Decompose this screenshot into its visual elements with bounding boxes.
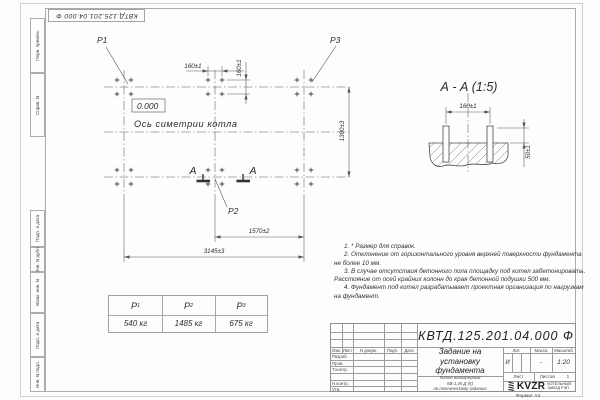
scale-header: Масштаб [554, 347, 573, 353]
load-table-value-cell: 540 кг [123, 319, 148, 328]
sig-label-tkontr: Т.контр. [332, 367, 348, 372]
product-line: по техническому заданию [433, 386, 487, 391]
title-block [330, 323, 576, 392]
brand-name: KVZR [516, 381, 546, 391]
grid-line [331, 339, 417, 340]
margin-label: Взам. инв. N [35, 279, 41, 306]
sig-label-blank [332, 374, 353, 380]
sheets-value: 1 [566, 374, 570, 379]
rev-col-podp: Подп. [386, 347, 399, 353]
cut-letter-right: А [249, 165, 257, 177]
sig-label-razrab: Разраб. [332, 354, 348, 359]
sheets-cell [534, 372, 575, 381]
rev-col-izm: Изм. [332, 347, 341, 353]
brand-subtitle [547, 382, 571, 391]
format-label: Формат А3 [515, 394, 541, 399]
rev-col-ndokum: N докум. [360, 347, 377, 353]
brand-sub-line: КОТЕЛЬНЫЙ [547, 381, 572, 386]
title-block-drawing-title [417, 347, 503, 376]
margin-label: Инв. N дубл. [35, 246, 40, 273]
label-p3: P3 [330, 35, 341, 45]
section-dim-50: 50±1 [525, 145, 532, 159]
sheet-label: Лист [513, 374, 524, 379]
corner-doc-number: КВТД.125.201.04.000 Ф [55, 12, 138, 19]
sheets-label: Листов [539, 374, 555, 379]
level-mark-value: 0.000 [137, 101, 159, 111]
load-table-header-cell: P 1 [130, 300, 141, 311]
section-cut-marks [197, 174, 251, 181]
dimension-arrowheads [124, 69, 526, 258]
lit-value: И [505, 359, 510, 366]
rev-col-data: Дата [404, 347, 414, 353]
coil-logo-icon [507, 381, 515, 391]
brand-sub-line: ЗАВОД РЭП [547, 386, 570, 390]
margin-label: Подп. и дата [35, 321, 40, 349]
title-line: Задание на [438, 347, 482, 357]
dim-1300: 1300±3 [339, 120, 346, 142]
title-block-product [417, 376, 503, 391]
note-line: 3. В случае отсутствия бетонного пола площадку под котел забетонировать. Расстояние от осей крайних колонн до края бетонной подушки 500 мм. [334, 267, 586, 284]
rev-col-list: Лист [342, 347, 353, 353]
mass-header: Масса [534, 347, 548, 353]
dim-160-vertical: 160±1 [236, 59, 243, 77]
margin-label: Подп. и дата [35, 214, 40, 243]
sig-label-nkontr: Н.контр. [332, 381, 349, 386]
dim-3145: 3145±3 [203, 248, 225, 255]
grid-line [521, 353, 522, 372]
product-line: Котел водогрейный [439, 376, 481, 381]
load-table-value-cell: 675 кг [229, 319, 253, 328]
label-p2: P2 [228, 206, 239, 216]
label-p1: P1 [97, 35, 108, 45]
margin-label: Перв. примен. [35, 30, 41, 61]
margin-label: Инв. N подл. [35, 360, 41, 389]
mass-value: - [539, 359, 543, 366]
cut-letter-left: А [189, 165, 197, 177]
grid-line [512, 353, 513, 372]
sig-label-prov: Пров. [332, 361, 344, 366]
note-line: 4. Фундамент под котел разрабатывает проектная организация по нагрузкам на фундамент. [334, 284, 584, 300]
dim-1570: 1570±2 [248, 228, 270, 235]
company-logo-cell [503, 381, 575, 391]
load-table [108, 295, 268, 333]
scale-value: 1:20 [557, 359, 570, 366]
title-line: фундамента [435, 366, 485, 376]
margin-label: Справ. N [35, 95, 41, 115]
title-block-doc-number: КВТД.125.201.04.000 Ф [418, 328, 574, 343]
load-table-header-cell: P 3 [236, 300, 246, 311]
boiler-axis-label: Ось симетрии котла [134, 119, 238, 129]
title-line: установку [440, 356, 480, 366]
product-line: КВ-1,45 Д (К) [447, 380, 473, 386]
lit-header: Лит. [512, 347, 521, 353]
dim-160-horizontal: 160±1 [184, 63, 202, 70]
plan-centerlines [104, 70, 468, 194]
section-title: А - А (1:5) [440, 80, 498, 94]
notes-block [334, 243, 586, 301]
grid-line [331, 332, 417, 333]
note-line: 1. * Размер для справок. [344, 243, 416, 250]
sig-label-utv: Утв. [332, 387, 341, 392]
note-line: 2. Отклонение от горизонтального уровня верхней поверхности фундамента не более 10 мм. [334, 251, 582, 267]
load-table-header-cell: P 2 [183, 300, 194, 311]
load-table-value-cell: 1485 кг [174, 319, 203, 328]
section-dim-160: 160±1 [459, 103, 477, 110]
